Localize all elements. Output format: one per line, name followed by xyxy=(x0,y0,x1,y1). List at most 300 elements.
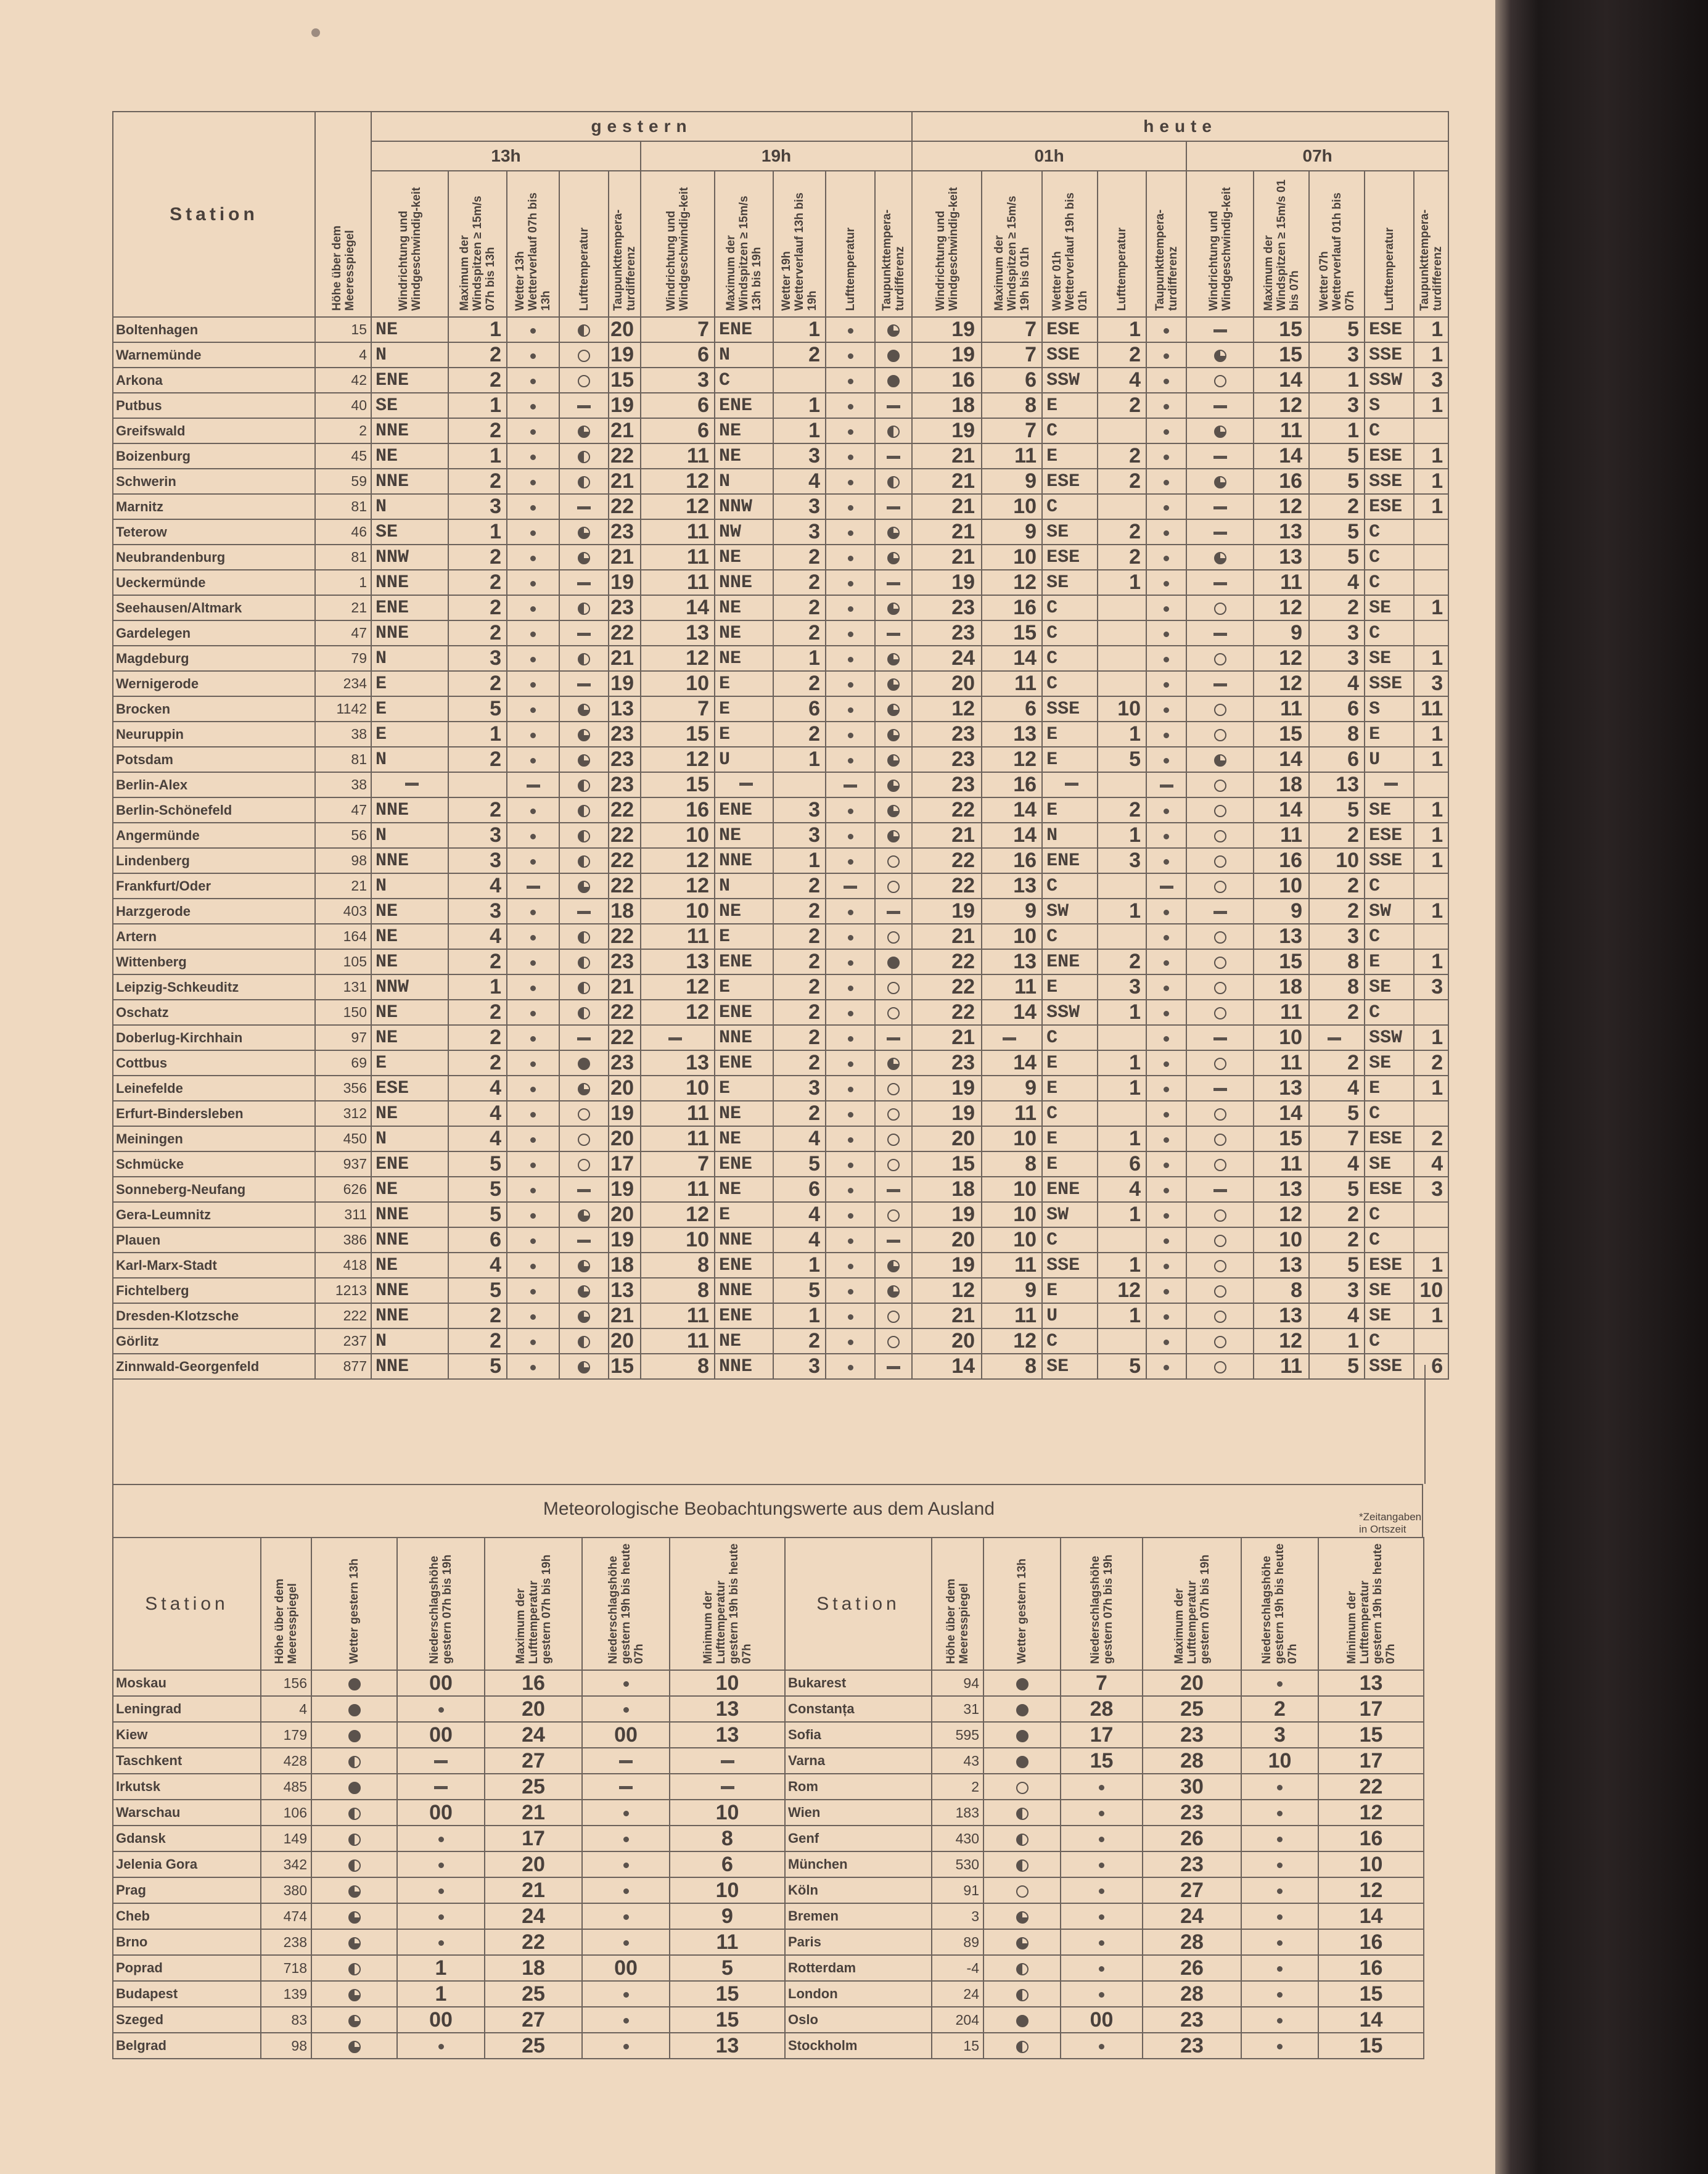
station-row xyxy=(113,671,1448,696)
weather-weather-icon xyxy=(1214,375,1226,387)
header-text: Wetter 07h Wetterverlauf 01h bis 07h xyxy=(1317,192,1357,311)
weather-weather-icon xyxy=(887,527,900,539)
abroad-p1 xyxy=(1061,1929,1143,1955)
weather-weather-icon xyxy=(1214,1285,1226,1298)
wind-direction: NE xyxy=(371,1253,448,1278)
wind-direction xyxy=(1365,772,1414,797)
wind-max-dot-icon xyxy=(530,1213,536,1219)
abroad-station-name: Leningrad xyxy=(113,1696,261,1722)
wind-max-dot-icon xyxy=(530,404,536,410)
abroad-weather-weather-icon xyxy=(348,1756,361,1768)
dewpoint-difference: 7 xyxy=(982,418,1042,443)
wind-direction: C xyxy=(1042,620,1098,646)
wind-max xyxy=(1146,368,1186,393)
wind-direction: NNE xyxy=(715,1278,773,1303)
wind-direction: NNE xyxy=(371,570,448,595)
station-name: Putbus xyxy=(113,393,315,418)
wind-max-dot-icon xyxy=(530,581,536,587)
abroad-max: 18 xyxy=(485,1955,582,1981)
weather xyxy=(875,368,912,393)
wind-max xyxy=(1146,924,1186,949)
wind-max-dot-icon xyxy=(1164,657,1169,662)
weather xyxy=(1186,1076,1254,1101)
station-height: 21 xyxy=(315,595,371,620)
weather-weather-icon xyxy=(887,476,900,488)
station-name: Meiningen xyxy=(113,1126,315,1151)
abroad-weather xyxy=(311,1800,397,1826)
header-text: Wetter 01h Wetterverlauf 19h bis 01h xyxy=(1050,192,1090,311)
dewpoint-difference: 10 xyxy=(982,1126,1042,1151)
wind-direction: SE xyxy=(1042,519,1098,545)
header-text: Minimum der Lufttemperatur gestern 19h bis heute 07h xyxy=(701,1543,753,1664)
abroad-weather-weather-icon xyxy=(348,1859,361,1872)
abroad-min: 13 xyxy=(670,1722,785,1748)
abroad-weather xyxy=(311,1929,397,1955)
abroad-min: 13 xyxy=(1318,1670,1424,1696)
weather-weather-icon xyxy=(887,678,900,691)
abroad-max: 30 xyxy=(1143,1774,1241,1800)
wind-speed: 6 xyxy=(1414,1354,1448,1379)
wind-speed: 1 xyxy=(1414,393,1448,418)
dewpoint-difference: 13 xyxy=(1309,772,1365,797)
abroad-max: 22 xyxy=(485,1929,582,1955)
header-text: Höhe über dem Meeresspiegel xyxy=(273,1578,299,1664)
header-text: Maximum der Windspitzen ≥ 15m/s 07h bis 13h xyxy=(458,196,497,311)
abroad-p2-dot-icon xyxy=(623,1863,629,1868)
dewpoint-difference: 11 xyxy=(641,1303,715,1328)
abroad-min: 10 xyxy=(670,1670,785,1696)
abroad-p1-dot-icon xyxy=(1099,1914,1104,1920)
header-text: Windrichtung und Windgeschwindig-keit xyxy=(665,187,691,311)
weather xyxy=(875,1177,912,1202)
dewpoint-difference: 7 xyxy=(641,696,715,722)
abroad-p2-dot-icon xyxy=(623,1707,629,1713)
weather-weather-icon xyxy=(887,375,900,387)
wind-direction: ENE xyxy=(1042,1177,1098,1202)
dewpoint-difference: 2 xyxy=(1309,595,1365,620)
station-name: Gera-Leumnitz xyxy=(113,1202,315,1227)
abroad-max: 28 xyxy=(1143,1981,1241,2007)
station-row xyxy=(113,393,1448,418)
abroad-p2-dot-icon xyxy=(1277,1940,1283,1946)
weather xyxy=(875,722,912,747)
abroad-weather xyxy=(311,2033,397,2059)
abroad-p1-dot-icon xyxy=(1099,1940,1104,1946)
abroad-p2 xyxy=(1241,1851,1318,1877)
wind-direction: SSE xyxy=(1365,342,1414,368)
weather-dash-icon xyxy=(1213,506,1227,509)
weather-weather-icon xyxy=(578,780,590,792)
wind-max xyxy=(826,1328,875,1354)
weather xyxy=(875,873,912,899)
wind-max-dot-icon xyxy=(848,1238,853,1244)
wind-direction: ENE xyxy=(715,797,773,823)
air-temperature: 19 xyxy=(609,570,641,595)
abroad-p2-dot-icon xyxy=(1277,1837,1283,1842)
wind-max xyxy=(1146,899,1186,924)
weather-dash-icon xyxy=(1213,683,1227,686)
abroad-station-height: 4 xyxy=(261,1696,311,1722)
wind-speed: 1 xyxy=(448,519,507,545)
wind-max xyxy=(826,342,875,368)
wind-direction: NNE xyxy=(715,1354,773,1379)
abroad-p2 xyxy=(1241,1903,1318,1929)
weather xyxy=(1186,671,1254,696)
wind-direction: N xyxy=(1042,823,1098,848)
abroad-weather-weather-icon xyxy=(348,1937,361,1950)
abroad-max: 23 xyxy=(1143,1800,1241,1826)
wind-speed xyxy=(1098,1025,1146,1050)
wind-max xyxy=(507,1177,559,1202)
header-text: Windrichtung und Windgeschwindig-keit xyxy=(934,187,960,311)
weather xyxy=(875,696,912,722)
wind-direction: NNE xyxy=(371,1278,448,1303)
air-temperature: 12 xyxy=(1254,393,1309,418)
station-row xyxy=(113,1000,1448,1025)
abroad-p1-dot-icon xyxy=(1099,2044,1104,2049)
dewpoint-difference: 10 xyxy=(982,1177,1042,1202)
weather-weather-icon xyxy=(887,1336,900,1348)
wind-max-dot-icon xyxy=(1164,1087,1169,1092)
wind-speed: 2 xyxy=(773,899,826,924)
station-row xyxy=(113,545,1448,570)
wind-direction: C xyxy=(1365,519,1414,545)
wind-max-dot-icon xyxy=(848,505,853,511)
weather-dash-icon xyxy=(887,1189,900,1192)
wind-direction: SSW xyxy=(1042,368,1098,393)
weather xyxy=(875,545,912,570)
weather-weather-icon xyxy=(887,350,900,362)
abroad-p1-dot-icon xyxy=(438,2044,444,2049)
abroad-station-height: 238 xyxy=(261,1929,311,1955)
dewpoint-difference: 8 xyxy=(641,1253,715,1278)
abroad-p1 xyxy=(1061,1800,1143,1826)
weather xyxy=(559,1177,609,1202)
wind-direction: NE xyxy=(371,1101,448,1126)
wind-max xyxy=(507,418,559,443)
station-height: 2 xyxy=(315,418,371,443)
abroad-weather-weather-icon xyxy=(1016,1704,1028,1716)
header-19h-temp xyxy=(826,171,875,317)
header-07h-wind xyxy=(1186,171,1254,317)
wind-max xyxy=(826,696,875,722)
wind-speed: 1 xyxy=(1414,722,1448,747)
wind-direction: E xyxy=(1365,1076,1414,1101)
wind-speed: 1 xyxy=(1414,848,1448,873)
wind-max-dot-icon xyxy=(848,935,853,941)
abroad-row xyxy=(785,1981,1424,2007)
station-name: Cottbus xyxy=(113,1050,315,1076)
wind-speed xyxy=(1098,671,1146,696)
station-height: 1 xyxy=(315,570,371,595)
abroad-station-name: München xyxy=(785,1851,932,1877)
dewpoint-difference: 6 xyxy=(641,418,715,443)
air-temperature: 22 xyxy=(609,443,641,469)
air-temperature: 20 xyxy=(609,1202,641,1227)
wind-max xyxy=(1146,418,1186,443)
weather-weather-icon xyxy=(1214,805,1226,817)
air-temperature: 19 xyxy=(912,1101,982,1126)
wind-speed: 1 xyxy=(1414,595,1448,620)
weather xyxy=(1186,393,1254,418)
abroad-min: 13 xyxy=(670,2033,785,2059)
station-name: Karl-Marx-Stadt xyxy=(113,1253,315,1278)
abroad-row xyxy=(785,2033,1424,2059)
station-height: 46 xyxy=(315,519,371,545)
station-row xyxy=(113,1101,1448,1126)
air-temperature: 20 xyxy=(609,1328,641,1354)
wind-speed: 1 xyxy=(448,443,507,469)
wind-speed: 2 xyxy=(448,1000,507,1025)
wind-speed: 1 xyxy=(773,747,826,772)
abroad-p1-dot-icon xyxy=(438,1888,444,1894)
wind-direction: SE xyxy=(1365,1151,1414,1177)
wind-speed: 1 xyxy=(773,848,826,873)
wind-direction: E xyxy=(715,722,773,747)
wind-max xyxy=(507,823,559,848)
abroad-weather-weather-icon xyxy=(348,1678,361,1690)
abroad-p1: 28 xyxy=(1061,1696,1143,1722)
wind-direction: ESE xyxy=(1365,1253,1414,1278)
wind-max xyxy=(1146,595,1186,620)
air-temperature: 15 xyxy=(1254,317,1309,342)
wind-max xyxy=(507,671,559,696)
wind-max-dot-icon xyxy=(530,1289,536,1295)
wind-max-dot-icon xyxy=(1164,632,1169,637)
wind-speed: 4 xyxy=(448,924,507,949)
abroad-weather-weather-icon xyxy=(1016,1730,1028,1742)
station-name: Leinefelde xyxy=(113,1076,315,1101)
abroad-header-station: Station xyxy=(785,1538,932,1670)
abroad-p2 xyxy=(1241,2033,1318,2059)
wind-max xyxy=(826,1303,875,1328)
weather-weather-icon xyxy=(1214,982,1226,994)
wind-direction xyxy=(1042,772,1098,797)
wind-speed: 1 xyxy=(448,974,507,1000)
dewpoint-difference: 12 xyxy=(641,469,715,494)
wind-speed: 2 xyxy=(773,1328,826,1354)
dewpoint-difference: 8 xyxy=(982,1151,1042,1177)
wind-speed xyxy=(1098,494,1146,519)
abroad-p2-dot-icon xyxy=(1277,1811,1283,1816)
wind-max xyxy=(1146,519,1186,545)
wind-speed: 2 xyxy=(448,1050,507,1076)
station-row xyxy=(113,1328,1448,1354)
weather-dash-icon xyxy=(1213,1037,1227,1040)
wind-direction: E xyxy=(371,1050,448,1076)
wind-speed: 2 xyxy=(1098,393,1146,418)
weather-weather-icon xyxy=(887,830,900,842)
dewpoint-difference: 14 xyxy=(982,1050,1042,1076)
station-height: 418 xyxy=(315,1253,371,1278)
abroad-row xyxy=(113,2033,785,2059)
air-temperature: 19 xyxy=(609,393,641,418)
wind-direction: C xyxy=(1042,1227,1098,1253)
abroad-min: 5 xyxy=(670,1955,785,1981)
wind-max xyxy=(1146,545,1186,570)
wind-direction: NNE xyxy=(371,848,448,873)
wind-max xyxy=(1146,671,1186,696)
station-name: Fichtelberg xyxy=(113,1278,315,1303)
dewpoint-difference: 2 xyxy=(1309,1000,1365,1025)
abroad-p2-dot-icon xyxy=(1277,1785,1283,1790)
station-height: 21 xyxy=(315,873,371,899)
weather xyxy=(875,1278,912,1303)
weather-weather-icon xyxy=(887,1285,900,1298)
abroad-weather xyxy=(983,2033,1061,2059)
wind-speed: 1 xyxy=(448,393,507,418)
weather-weather-icon xyxy=(1214,1336,1226,1348)
wind-direction: E xyxy=(1042,1076,1098,1101)
wind-speed: 3 xyxy=(1098,974,1146,1000)
abroad-p2-dot-icon xyxy=(623,1914,629,1920)
abroad-station-height: 83 xyxy=(261,2007,311,2033)
abroad-weather xyxy=(311,1981,397,2007)
abroad-p2-dot-icon xyxy=(1277,2018,1283,2024)
wind-direction: U xyxy=(1042,1303,1098,1328)
abroad-station-height: 91 xyxy=(932,1877,983,1903)
wind-direction: C xyxy=(1365,873,1414,899)
wind-direction: NE xyxy=(371,443,448,469)
wind-speed: 1 xyxy=(1098,1076,1146,1101)
air-temperature: 10 xyxy=(1254,1227,1309,1253)
weather xyxy=(559,1202,609,1227)
wind-speed: 2 xyxy=(1098,443,1146,469)
wind-max xyxy=(1146,747,1186,772)
air-temperature: 11 xyxy=(1254,823,1309,848)
wind-max xyxy=(826,1202,875,1227)
weather-dash-icon xyxy=(1213,405,1227,408)
weather xyxy=(1186,545,1254,570)
station-row xyxy=(113,1126,1448,1151)
abroad-row xyxy=(785,2007,1424,2033)
abroad-station-name: Brno xyxy=(113,1929,261,1955)
wind-max xyxy=(1146,494,1186,519)
wind-max xyxy=(1146,1328,1186,1354)
wind-direction: C xyxy=(1365,1328,1414,1354)
wind-direction: E xyxy=(1042,1151,1098,1177)
wind-speed: 2 xyxy=(448,1303,507,1328)
wind-direction: NNE xyxy=(371,469,448,494)
wind-max-dot-icon xyxy=(530,556,536,561)
abroad-p2-dot-icon xyxy=(1277,1681,1283,1687)
weather xyxy=(1186,949,1254,974)
weather xyxy=(1186,1278,1254,1303)
wind-speed: 4 xyxy=(448,1101,507,1126)
weather xyxy=(559,797,609,823)
weather-dash-icon xyxy=(887,582,900,585)
dewpoint-difference: 2 xyxy=(1309,494,1365,519)
abroad-max: 25 xyxy=(485,1981,582,2007)
weather xyxy=(875,1227,912,1253)
weather-weather-icon xyxy=(887,982,900,994)
abroad-row xyxy=(113,1748,785,1774)
weather-weather-icon xyxy=(887,1311,900,1323)
abroad-station-name: Wien xyxy=(785,1800,932,1826)
wind-direction: ENE xyxy=(715,317,773,342)
abroad-p1 xyxy=(397,1903,485,1929)
wind-max xyxy=(826,823,875,848)
time-header-01h: 01h xyxy=(912,141,1186,171)
weather xyxy=(1186,620,1254,646)
abroad-max: 23 xyxy=(1143,1851,1241,1877)
weather-weather-icon xyxy=(887,426,900,438)
wind-max xyxy=(1146,443,1186,469)
air-temperature: 13 xyxy=(1254,924,1309,949)
wind-max xyxy=(507,545,559,570)
dewpoint-difference: 10 xyxy=(641,899,715,924)
abroad-weather-weather-icon xyxy=(1016,1859,1028,1872)
header-text: Taupunkttempera-turdifferenz xyxy=(1418,209,1445,311)
air-temperature: 12 xyxy=(1254,1328,1309,1354)
wind-direction: N xyxy=(715,469,773,494)
abroad-p2 xyxy=(1241,1929,1318,1955)
wind-speed: 3 xyxy=(773,443,826,469)
abroad-min xyxy=(670,1748,785,1774)
wind-max xyxy=(826,620,875,646)
wind-max-dot-icon xyxy=(848,1011,853,1016)
station-name: Neubrandenburg xyxy=(113,545,315,570)
wind-speed: 3 xyxy=(773,519,826,545)
wind-max xyxy=(507,368,559,393)
wind-max xyxy=(507,494,559,519)
air-temperature: 19 xyxy=(912,1253,982,1278)
abroad-row xyxy=(113,1826,785,1851)
air-temperature: 23 xyxy=(912,722,982,747)
wind-direction: NW xyxy=(715,519,773,545)
station-name: Berlin-Schönefeld xyxy=(113,797,315,823)
weather xyxy=(1186,342,1254,368)
abroad-weather xyxy=(983,2007,1061,2033)
abroad-max: 20 xyxy=(1143,1670,1241,1696)
dewpoint-difference: 13 xyxy=(641,620,715,646)
dewpoint-difference: 10 xyxy=(641,1227,715,1253)
weather xyxy=(875,1025,912,1050)
station-height: 164 xyxy=(315,924,371,949)
wind-speed: 4 xyxy=(1098,1177,1146,1202)
wind-max xyxy=(1146,873,1186,899)
wind-direction: C xyxy=(1365,620,1414,646)
wind-direction: E xyxy=(1042,1126,1098,1151)
abroad-station-name: London xyxy=(785,1981,932,2007)
wind-max-dot-icon xyxy=(530,328,536,334)
abroad-min: 8 xyxy=(670,1826,785,1851)
wind-direction: E xyxy=(1042,1050,1098,1076)
station-row xyxy=(113,848,1448,873)
abroad-max: 24 xyxy=(485,1903,582,1929)
air-temperature: 20 xyxy=(912,671,982,696)
air-temperature: 21 xyxy=(609,469,641,494)
wind-speed: 1 xyxy=(1414,899,1448,924)
wind-speed xyxy=(773,772,826,797)
wind-max xyxy=(826,1025,875,1050)
wind-direction: NE xyxy=(715,1328,773,1354)
time-note: *Zeitangaben in Ortszeit xyxy=(1359,1511,1422,1535)
abroad-weather xyxy=(311,1722,397,1748)
wind-speed: 1 xyxy=(1098,1303,1146,1328)
wind-direction: C xyxy=(1365,924,1414,949)
wind-direction: NE xyxy=(715,418,773,443)
wind-max xyxy=(507,1253,559,1278)
dewpoint-difference: 14 xyxy=(982,797,1042,823)
header-13h-max xyxy=(448,171,507,317)
abroad-header-tmin xyxy=(1318,1538,1424,1670)
wind-speed: 2 xyxy=(448,949,507,974)
wind-max-dot-icon xyxy=(1164,505,1169,511)
station-name: Frankfurt/Oder xyxy=(113,873,315,899)
dewpoint-difference: 7 xyxy=(982,317,1042,342)
weather xyxy=(875,1202,912,1227)
